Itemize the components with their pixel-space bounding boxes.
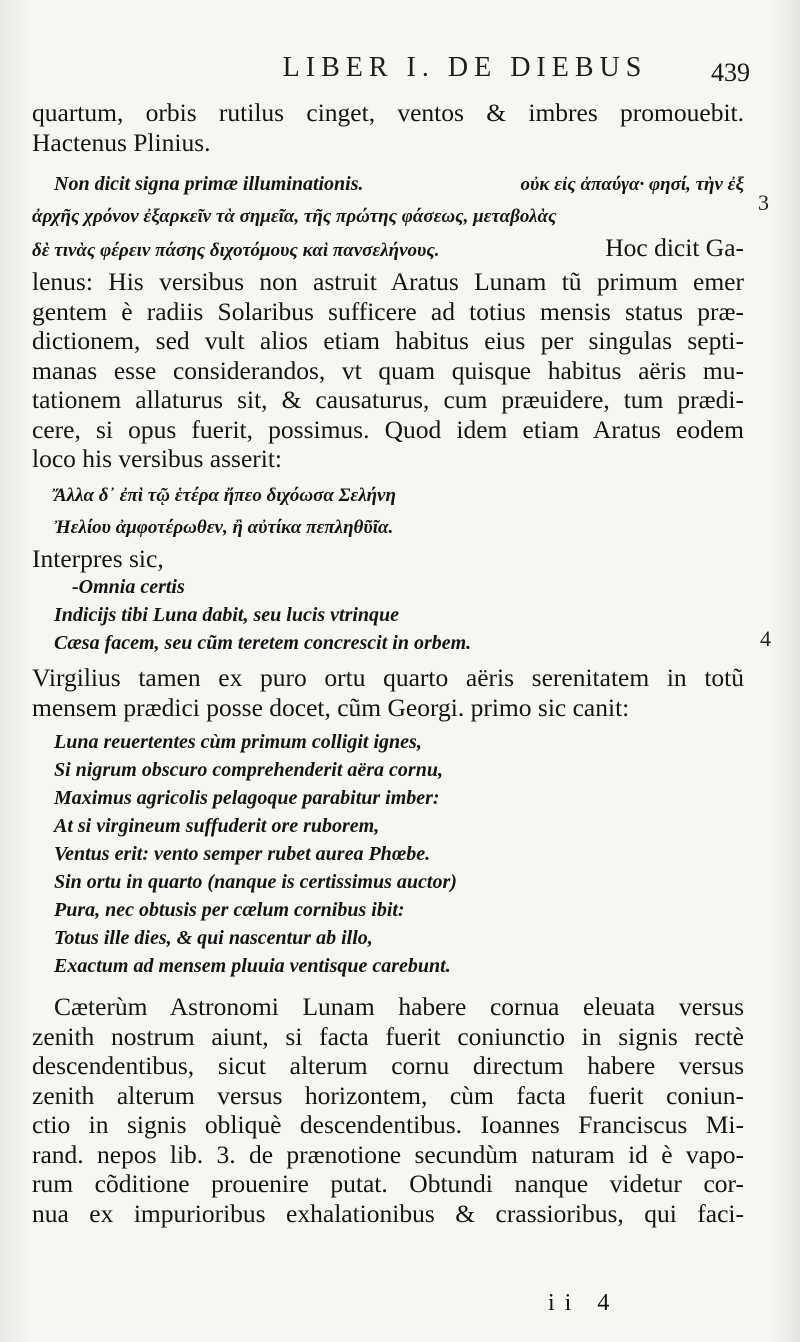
text-line: nua ex impurioribus exhalationibus & crassioribus, qui faci- (32, 1198, 744, 1228)
text-line: cere, si opus fuerit, possimus. Quod idem etiam Aratus eodem (32, 414, 744, 444)
virgil-verse: Ventus erit: vento semper rubet aurea Phœbe. (54, 843, 431, 865)
text-line: Hactenus Plinius. (32, 127, 211, 157)
greek-text: ἀρχῆς χρόνον ἐξαρκεῖν τὰ σημεῖα, τῆς πρώτης φάσεως, μεταβολὰς (32, 206, 557, 227)
greek-verse: Ἠελίου ἀμφοτέρωθεν, ἢ αὐτίκα πεπληθῦῖα. (54, 516, 394, 538)
virgil-verse: Sin ortu in quarto (nanque is certissimus auctor) (54, 871, 457, 893)
text-line: Virgilius tamen ex puro ortu quarto aëris serenitatem in totũ (32, 663, 744, 692)
text-line: zenith alterum versus horizontem, cùm facta fuerit coniun- (32, 1080, 744, 1110)
italic-lead: Non dicit signa primæ illuminationis. (54, 173, 364, 195)
greek-quote-line (32, 169, 744, 201)
virgil-verse: Totus ille dies, & qui nascentur ab illo, (54, 927, 373, 949)
text-line: rum cõditione prouenire putat. Obtundi nanque videtur cor- (32, 1169, 744, 1198)
latin-verse: Indicijs tibi Luna dabit, seu lucis vtrinque (54, 604, 400, 626)
text-line: lenus: His versibus non astruit Aratus Lunam tũ primum emer (32, 267, 744, 296)
text-line: loco his versibus asserit: (32, 444, 283, 473)
page-number: 439 (711, 58, 750, 87)
virgil-verse: Luna reuertentes cùm primum colligit ignes, (54, 731, 422, 753)
main-text (32, 98, 744, 1228)
greek-quote-line (32, 233, 744, 267)
greek-text: δὲ τινὰς φέρειν πάσης διχοτόμους καὶ πανσελήνους. (32, 240, 440, 261)
greek-text: οὐκ εἰς ἀπαύγα· φησί, τὴν ἐξ (520, 174, 744, 195)
greek-verse: Ἄλλα δ᾽ ἐπὶ τῷ ἑτέρα ἤπεο διχόωσα Σελήνη (54, 484, 396, 506)
virgil-verse: Exactum ad mensem pluuia ventisque carebunt. (54, 955, 451, 977)
page-header (110, 52, 750, 92)
margin-number-4: 4 (760, 626, 771, 651)
text-line: Cæterùm Astronomi Lunam habere cornua eleuata versus (54, 992, 744, 1021)
text-line: zenith nostrum aiunt, si facta fuerit coniunctio in signis rectè (32, 1021, 744, 1051)
text-line: Hoc dicit Ga- (605, 233, 744, 262)
latin-verse: Cæsa facem, seu cũm teretem concrescit in orbem. (54, 632, 472, 654)
running-head: LIBER I. DE DIEBUS (282, 52, 648, 83)
text-line: quartum, orbis rutilus cinget, ventos & imbres promouebit. (32, 98, 744, 127)
text-line: dictionem, sed vult alios etiam habitus eius per singulas septi- (32, 326, 744, 355)
text-line: descendentibus, sicut alterum cornu directum habere versus (32, 1051, 744, 1080)
text-line: gentem è radiis Solaribus sufficere ad totius mensis status præ- (32, 296, 744, 326)
text-line: ctio in signis obliquè descendentibus. Ioannes Franciscus Mi- (32, 1110, 744, 1139)
text-line: manas esse considerandos, vt quam quisque habitus aëris mu- (32, 355, 744, 385)
signature-mark: ii 4 (548, 1290, 620, 1316)
virgil-verse: Si nigrum obscuro comprehenderit aëra cornu, (54, 759, 443, 781)
virgil-verse: Maximus agricolis pelagoque parabitur imber: (54, 787, 440, 809)
virgil-verse: Pura, nec obtusis per cælum cornibus ibit: (54, 899, 405, 921)
text-line: mensem prædici posse docet, cũm Georgi. primo sic canit: (32, 692, 630, 722)
text-line: rand. nepos lib. 3. de prænotione secundùm naturam id è vapo- (32, 1139, 744, 1169)
margin-number-3: 3 (758, 190, 769, 215)
text-line: tationem allaturus sit, & causaturus, cum præuidere, tum prædi- (32, 385, 744, 414)
text-line: Interpres sic, (32, 543, 164, 573)
latin-verse: -Omnia certis (72, 576, 185, 598)
virgil-verse: At si virgineum suffuderit ore ruborem, (54, 815, 380, 837)
